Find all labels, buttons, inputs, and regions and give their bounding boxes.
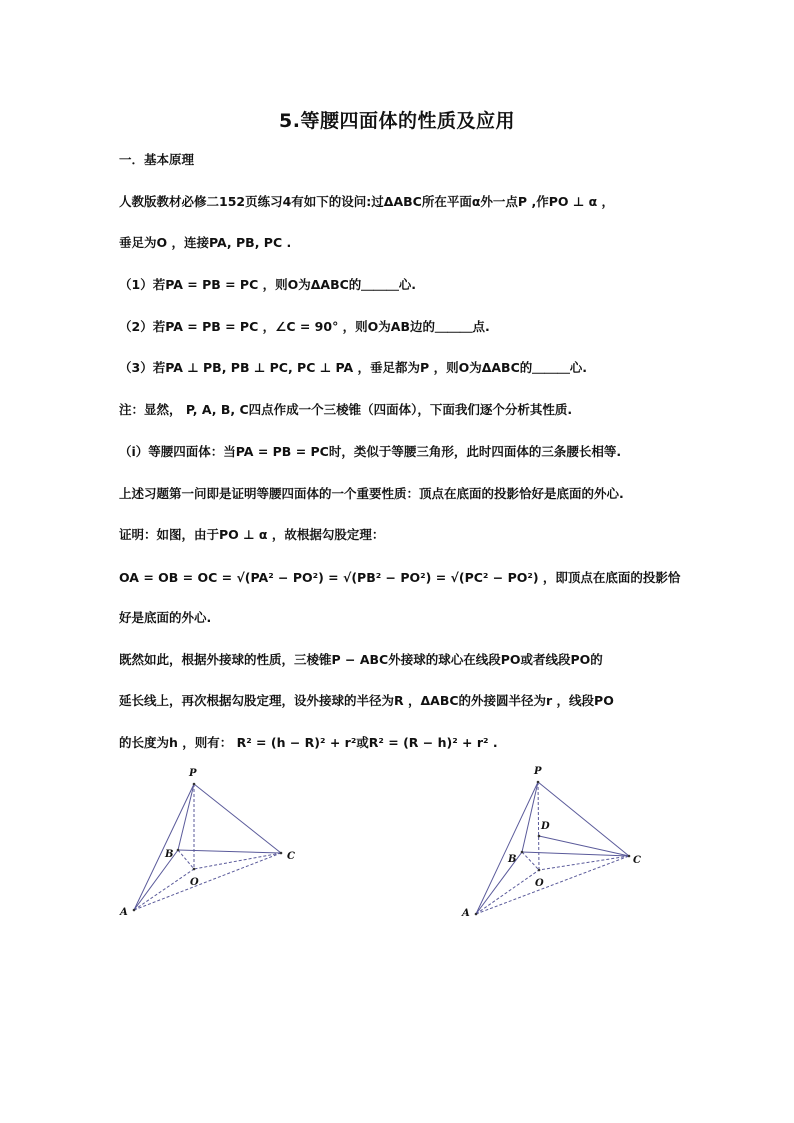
label-p: P [189, 768, 197, 779]
label-p: P [534, 766, 542, 777]
text-line-4: （3）若PA ⊥ PB, PB ⊥ PC, PC ⊥ PA ，垂足都为P ，则O为ΔABC的＿＿＿心. [119, 360, 588, 375]
section-heading: 一．基本原理 [119, 152, 195, 167]
text-line-7: 上述习题第一问即是证明等腰四面体的一个重要性质：顶点在底面的投影恰好是底面的外心. [119, 486, 624, 501]
label-a: A [120, 907, 128, 918]
text-line-2: （1）若PA = PB = PC ，则O为ΔABC的＿＿＿心. [119, 277, 417, 292]
text-line-13: 的长度为h ，则有： R² = (h − R)² + r²或R² = (R − h)² + r² . [119, 735, 498, 750]
text-line-6: （i）等腰四面体：当PA = PB = PC时，类似于等腰三角形，此时四面体的三条腰长相等. [119, 444, 622, 459]
page-title: 5.等腰四面体的性质及应用 [279, 110, 515, 132]
label-b: B [165, 849, 174, 860]
text-line-3: （2）若PA = PB = PC ，∠C = 90° ，则O为AB边的＿＿＿点. [119, 319, 490, 334]
text-line-11: 既然如此，根据外接球的性质，三棱锥P − ABC外接球的球心在线段PO或者线段PO的 [119, 652, 603, 667]
label-c: C [287, 851, 295, 862]
text-line-12: 延长线上，再次根据勾股定理，设外接球的半径为R ，ΔABC的外接圆半径为r ，线段PO [119, 693, 614, 708]
label-o: O [535, 878, 544, 889]
text-line-9: OA = OB = OC = √(PA² − PO²) = √(PB² − PO²) = √(PC² − PO²) ，即顶点在底面的投影恰 [119, 570, 681, 585]
text-line-1: 垂足为O ，连接PA, PB, PC . [119, 235, 292, 250]
label-d: D [541, 821, 550, 832]
text-line-0: 人教版教材必修二152页练习4有如下的设问:过ΔABC所在平面α外一点P ,作PO ⊥ α ， [119, 194, 615, 209]
label-c: C [633, 855, 641, 866]
label-b: B [508, 854, 517, 865]
left-tetrahedron-figure [110, 762, 320, 922]
text-line-10: 好是底面的外心. [119, 610, 212, 625]
right-tetrahedron-figure [455, 760, 655, 920]
text-line-5: 注：显然， P, A, B, C四点作成一个三棱锥（四面体），下面我们逐个分析其性质. [119, 402, 573, 417]
text-line-8: 证明：如图，由于PO ⊥ α ，故根据勾股定理： [119, 527, 385, 542]
label-o: O [190, 877, 199, 888]
label-a: A [462, 908, 470, 919]
